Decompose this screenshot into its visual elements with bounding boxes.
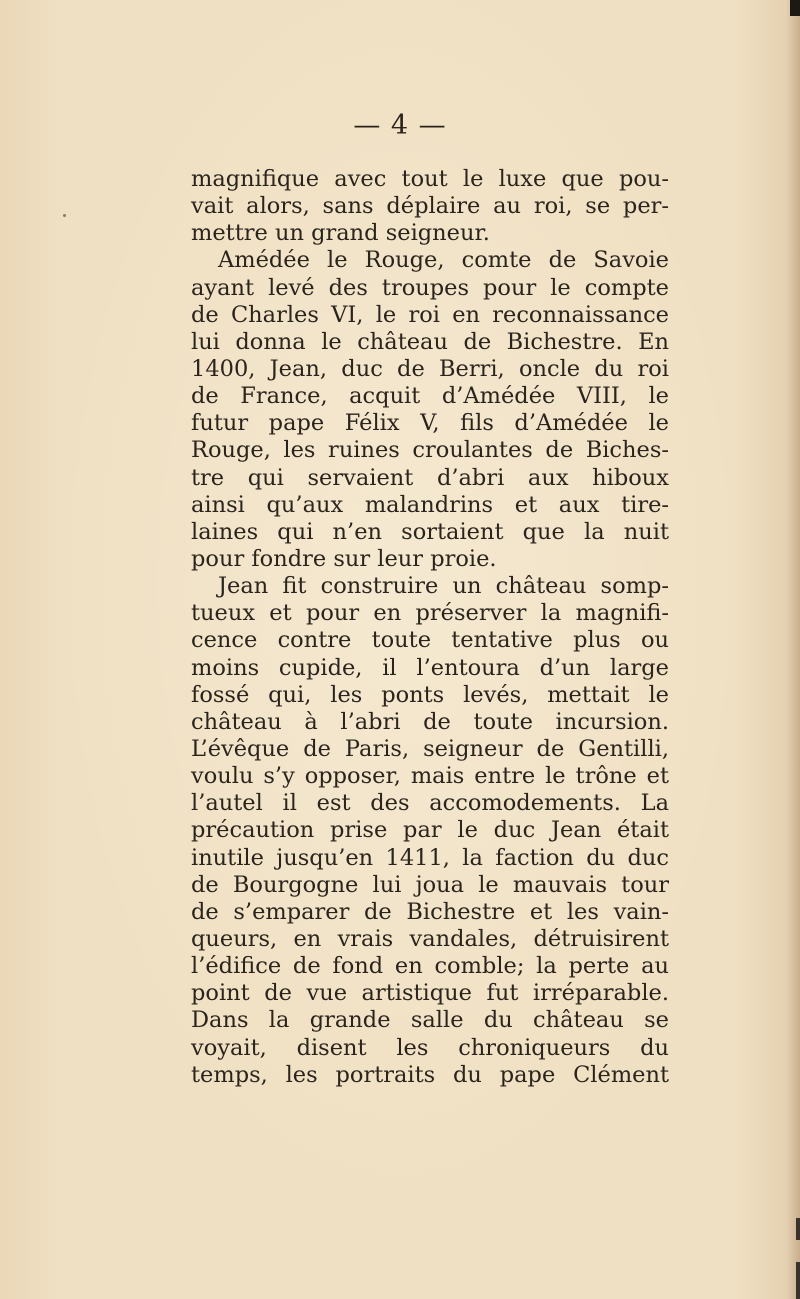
scan-corner-mark bbox=[790, 0, 800, 16]
text-line: Dans la grande salle du château se bbox=[191, 1007, 669, 1034]
text-line: de s’emparer de Bichestre et les vain- bbox=[191, 898, 669, 925]
text-line: temps, les portraits du pape Clément bbox=[191, 1061, 669, 1088]
text-line: ayant levé des troupes pour le compte bbox=[191, 274, 669, 301]
text-line: voyait, disent les chroniqueurs du bbox=[191, 1034, 669, 1061]
text-line: tre qui servaient d’abri aux hiboux bbox=[191, 464, 669, 491]
text-line: château à l’abri de toute incursion. bbox=[191, 708, 669, 735]
text-line: fossé qui, les ponts levés, mettait le bbox=[191, 681, 669, 708]
text-line: lui donna le château de Bichestre. En bbox=[191, 328, 669, 355]
text-line: de France, acquit d’Amédée VIII, le bbox=[191, 383, 669, 410]
text-line: mettre un grand seigneur. bbox=[191, 220, 490, 247]
text-line: laines qui n’en sortaient que la nuit bbox=[191, 518, 669, 545]
page-edge-shadow bbox=[786, 0, 800, 1299]
text-line: 1400, Jean, duc de Berri, oncle du roi bbox=[191, 355, 669, 382]
text-line: précaution prise par le duc Jean était bbox=[191, 817, 669, 844]
text-line: de Charles VI, le roi en reconnaissance bbox=[191, 301, 669, 328]
body-text bbox=[191, 166, 669, 1089]
page-number: — 4 — bbox=[353, 110, 447, 141]
text-line: cence contre toute tentative plus ou bbox=[191, 627, 669, 654]
text-line: tueux et pour en préserver la magnifi- bbox=[191, 600, 669, 627]
text-line: inutile jusqu’en 1411, la faction du duc bbox=[191, 844, 669, 871]
text-line: futur pape Félix V, fils d’Amédée le bbox=[191, 410, 669, 437]
text-line: L’évêque de Paris, seigneur de Gentilli, bbox=[191, 735, 669, 762]
text-line: queurs, en vrais vandales, détruisirent bbox=[191, 925, 669, 952]
text-line: voulu s’y opposer, mais entre le trône et bbox=[191, 763, 669, 790]
text-line: pour fondre sur leur proie. bbox=[191, 545, 497, 572]
scan-edge-mark bbox=[796, 1218, 800, 1240]
text-line: l’autel il est des accomodements. La bbox=[191, 790, 669, 817]
text-line: l’édifice de fond en comble; la perte au bbox=[191, 953, 669, 980]
text-line: ainsi qu’aux malandrins et aux tire- bbox=[191, 491, 669, 518]
scan-edge-mark bbox=[796, 1262, 800, 1299]
text-line: magnifique avec tout le luxe que pou- bbox=[191, 166, 669, 192]
text-line: moins cupide, il l’entoura d’un large bbox=[191, 654, 669, 681]
text-line: de Bourgogne lui joua le mauvais tour bbox=[191, 871, 669, 898]
text-line: point de vue artistique fut irréparable. bbox=[191, 980, 669, 1007]
text-line: Jean fit construire un château somp- bbox=[218, 573, 669, 600]
text-line: Rouge, les ruines croulantes de Biches- bbox=[191, 437, 669, 464]
paper-speck bbox=[63, 214, 66, 217]
text-line: Amédée le Rouge, comte de Savoie bbox=[218, 247, 669, 274]
text-line: vait alors, sans déplaire au roi, se per- bbox=[191, 193, 669, 220]
